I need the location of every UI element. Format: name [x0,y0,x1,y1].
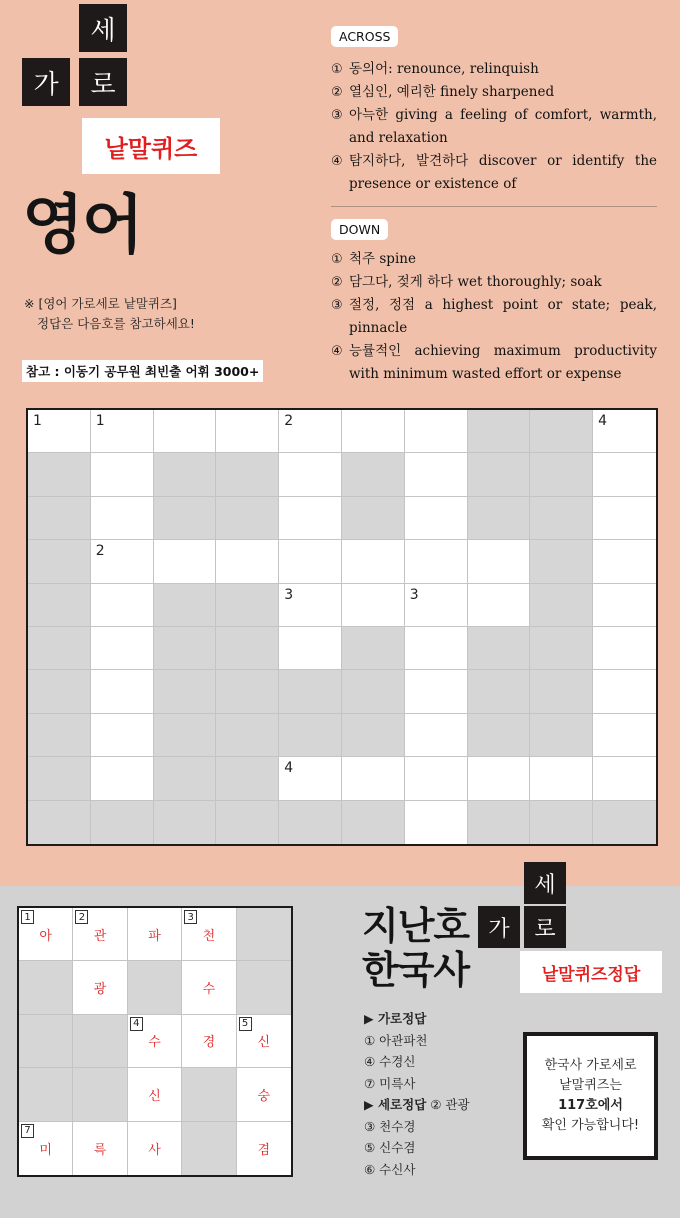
answer-grid [17,906,293,1177]
answer-char: 수 [202,982,216,998]
blocked-cell [530,453,593,496]
blocked-cell [342,714,405,757]
answer-cell[interactable] [342,757,405,800]
blocked-cell [530,540,593,583]
blocked-cell [216,757,279,800]
info-line: 확인 가능합니다! [541,1118,640,1133]
answer-char: 숭 [257,1088,271,1104]
blocked-cell [530,670,593,713]
answer-cell[interactable] [405,453,468,496]
tile-ga: 가 [22,58,70,106]
clue-number-label: 1 [21,910,34,924]
answer-cell[interactable] [405,801,468,844]
blocked-cell [468,627,531,670]
blocked-cell [154,453,217,496]
across-clue [331,81,657,104]
blocked-cell [28,584,91,627]
solved-cell [182,908,236,961]
solved-cell [237,1068,291,1121]
clue-number-label: 2 [75,910,88,924]
answer-cell[interactable] [91,627,154,670]
blocked-cell [216,801,279,844]
answer-cell[interactable] [216,540,279,583]
blocked-cell [216,627,279,670]
solved-cell [73,908,127,961]
answer-cell[interactable] [405,627,468,670]
blocked-cell [342,670,405,713]
clue-text: 동의어: renounce, relinquish [349,61,539,77]
blocked-cell [154,497,217,540]
across-clue [331,58,657,81]
blocked-cell [19,1015,73,1068]
answer-cell[interactable] [405,757,468,800]
answer-cell[interactable] [91,670,154,713]
tile-ro: 로 [79,58,127,106]
clue-number-label: 3 [409,586,419,603]
answer-item: ③ 천수경 [364,1118,416,1134]
clue-number: ③ [331,108,343,123]
blocked-cell [154,584,217,627]
answer-cell[interactable] [279,584,342,627]
tile-ro-small: 로 [524,906,566,948]
clue-text: 척주 spine [349,251,416,267]
clue-number-label: 3 [184,910,197,924]
blocked-cell [216,584,279,627]
blocked-cell [279,670,342,713]
blocked-cell [342,497,405,540]
tile-se: 세 [79,4,127,52]
answer-cell[interactable] [468,757,531,800]
blocked-cell [73,1015,127,1068]
reference-label: 참고 : 이동기 공무원 최빈출 어휘 3000+ [22,360,263,382]
answer-cell[interactable] [405,670,468,713]
answer-cell[interactable] [593,410,656,453]
blocked-cell [342,801,405,844]
clue-number-label: 2 [284,413,294,429]
answer-cell[interactable] [91,453,154,496]
clue-number-label: 7 [21,1124,34,1138]
blocked-cell [237,961,291,1014]
answer-cell[interactable] [154,540,217,583]
down-answers-heading: ▶ 세로정답 [364,1097,427,1112]
across-answers-heading: ▶ 가로정답 [364,1011,427,1026]
blocked-cell [468,670,531,713]
answer-cell[interactable] [279,410,342,453]
blocked-cell [216,453,279,496]
answer-cell[interactable] [91,584,154,627]
answer-char: 광 [93,982,107,998]
last-issue-title-line: 한국사 [362,948,470,992]
answer-item: ④ 수경신 [364,1054,416,1069]
solved-cell [19,1122,73,1175]
solved-cell [182,961,236,1014]
across-clues [331,58,657,196]
info-line: 낱말퀴즈는 [559,1078,622,1093]
clue-number-label: 3 [284,586,294,603]
answer-char: 관 [93,928,107,944]
page-title: 영어 [22,189,142,263]
answer-cell[interactable] [468,540,531,583]
answer-cell[interactable] [279,453,342,496]
blocked-cell [28,757,91,800]
answer-char: 겸 [257,1142,271,1158]
blocked-cell [28,627,91,670]
blocked-cell [530,584,593,627]
solved-cell [237,1122,291,1175]
blocked-cell [279,801,342,844]
answer-cell[interactable] [405,540,468,583]
answer-char: 신 [257,1035,271,1051]
solved-cell [237,1015,291,1068]
answer-cell[interactable] [91,540,154,583]
down-clue [331,294,657,340]
blocked-cell [128,961,182,1014]
answer-badge: 낱말퀴즈정답 [520,951,662,993]
blocked-cell [154,757,217,800]
clue-text: 능률적인 achieving maximum productivity with minimum wasted effort or expense [349,343,657,382]
blocked-cell [342,453,405,496]
across-clue [331,150,657,196]
solved-cell [19,908,73,961]
answer-char: 신 [148,1088,161,1104]
blocked-cell [468,410,531,453]
answer-cell[interactable] [593,714,656,757]
answer-cell[interactable] [342,584,405,627]
answer-item: ② 관광 [430,1097,470,1112]
clue-number: ① [331,252,343,267]
clue-number-label: 4 [130,1017,143,1031]
blocked-cell [28,714,91,757]
blocked-cell [593,801,656,844]
clue-number-label: 1 [95,413,105,429]
blocked-cell [28,670,91,713]
blocked-cell [468,453,531,496]
solved-cell [128,1068,182,1121]
clue-number-label: 5 [239,1017,252,1031]
answer-cell[interactable] [530,757,593,800]
tile-ga-small: 가 [478,906,520,948]
answer-item: ⑤ 신수겸 [364,1140,416,1155]
answer-char: 륵 [93,1142,107,1158]
blocked-cell [468,714,531,757]
clue-text: 절정, 정점 a highest point or state; peak, pinnacle [349,297,657,336]
clue-number: ② [331,85,343,100]
answer-char: 아 [39,928,52,944]
info-line: 117호에서 [558,1098,623,1113]
answer-char: 미 [39,1142,52,1158]
across-clue [331,104,657,150]
down-clue [331,340,657,386]
quiz-badge: 낱말퀴즈 [82,118,220,174]
last-issue-title-line: 지난호 [362,904,470,948]
answer-char: 경 [202,1035,216,1051]
blocked-cell [530,627,593,670]
blocked-cell [154,627,217,670]
blocked-cell [28,801,91,844]
down-answers-row [364,1094,470,1116]
blocked-cell [216,497,279,540]
blocked-cell [19,1068,73,1121]
solved-cell [128,908,182,961]
answer-cell[interactable] [91,410,154,453]
clue-text: 담그다, 젖게 하다 wet thoroughly; soak [349,274,602,290]
blocked-cell [182,1122,236,1175]
answer-cell[interactable] [216,410,279,453]
answer-cell[interactable] [593,584,656,627]
answer-cell[interactable] [91,714,154,757]
blocked-cell [279,714,342,757]
answer-cell[interactable] [279,497,342,540]
answer-cell[interactable] [279,757,342,800]
blocked-cell [28,497,91,540]
blocked-cell [28,540,91,583]
answer-item: ⑥ 수신사 [364,1161,416,1177]
clue-number-label: 1 [33,413,42,429]
answer-cell[interactable] [593,453,656,496]
answer-cell[interactable] [593,497,656,540]
answer-note [24,294,195,334]
answer-item: ⑦ 미륵사 [364,1075,416,1091]
answer-cell[interactable] [593,670,656,713]
clue-number: ④ [331,344,343,359]
answer-cell[interactable] [28,410,91,453]
down-clue [331,248,657,271]
blocked-cell [530,497,593,540]
solved-cell [128,1122,182,1175]
down-clues [331,248,657,386]
blocked-cell [530,714,593,757]
info-line: 한국사 가로세로 [544,1058,637,1073]
blocked-cell [154,801,217,844]
blocked-cell [28,453,91,496]
clue-text: 열심인, 예리한 finely sharpened [349,84,555,100]
blocked-cell [73,1068,127,1121]
divider [331,206,657,207]
answer-char: 수 [148,1035,161,1051]
answer-char: 사 [148,1142,161,1158]
last-issue-title [362,904,469,992]
blocked-cell [91,801,154,844]
note-line: 정답은 다음호를 참고하세요! [37,316,195,331]
solved-cell [182,1015,236,1068]
clue-text: 아늑한 giving a feeling of comfort, warmth, and relaxation [349,107,657,146]
answer-cell[interactable] [593,757,656,800]
answer-cell[interactable] [593,540,656,583]
blocked-cell [216,670,279,713]
clue-number: ④ [331,154,343,169]
answer-char: 천 [202,928,216,944]
answer-cell[interactable] [405,714,468,757]
answer-cell[interactable] [279,540,342,583]
solved-cell [128,1015,182,1068]
blocked-cell [19,961,73,1014]
info-box [523,1032,658,1160]
blocked-cell [154,670,217,713]
answer-cell[interactable] [405,497,468,540]
blocked-cell [216,714,279,757]
down-clue [331,271,657,294]
answer-cell[interactable] [342,410,405,453]
blocked-cell [468,801,531,844]
blocked-cell [342,627,405,670]
crossword-grid [26,408,658,846]
answer-cell[interactable] [342,540,405,583]
across-label: ACROSS [331,26,398,47]
answer-cell[interactable] [279,627,342,670]
answer-char: 파 [148,928,161,944]
solved-cell [73,1122,127,1175]
answer-cell[interactable] [593,627,656,670]
blocked-cell [530,410,593,453]
clue-number-label: 4 [284,760,294,777]
answer-cell[interactable] [405,584,468,627]
down-label: DOWN [331,219,388,240]
answer-cell[interactable] [405,410,468,453]
note-line: ※ [영어 가로세로 낱말퀴즈] [24,296,177,311]
clue-number: ① [331,62,343,77]
answer-cell[interactable] [154,410,217,453]
tile-se-small: 세 [524,862,566,904]
clue-number-label: 2 [95,543,105,560]
answer-cell[interactable] [468,584,531,627]
solved-cell [73,961,127,1014]
answer-item: ① 아관파천 [364,1032,428,1048]
clue-number-label: 4 [598,413,608,429]
answer-list [364,1008,470,1180]
answer-cell[interactable] [91,497,154,540]
clue-number: ③ [331,298,343,313]
blocked-cell [154,714,217,757]
blocked-cell [468,497,531,540]
answer-cell[interactable] [91,757,154,800]
blocked-cell [182,1068,236,1121]
blocked-cell [530,801,593,844]
clue-text: 탐지하다, 발견하다 discover or identify the presence or existence of [349,153,657,192]
clue-number: ② [331,275,343,290]
blocked-cell [237,908,291,961]
